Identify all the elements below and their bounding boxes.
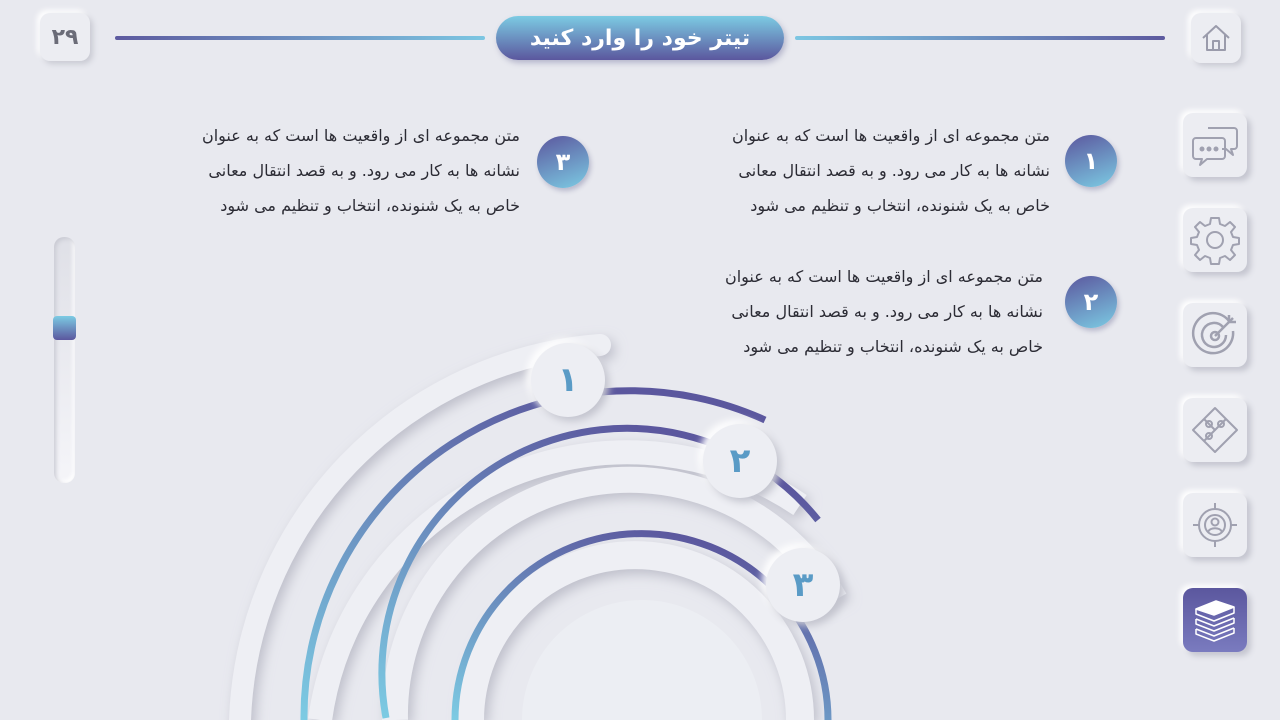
page-number: ۲۹ xyxy=(40,13,90,61)
item-2-number: ۲ xyxy=(1065,276,1117,328)
arc-center xyxy=(522,600,762,720)
item-3-number: ۳ xyxy=(537,136,589,188)
item-2-text: متن مجموعه ای از واقعیت ها است که به عنوان نشانه ها به کار می رود. و به قصد انتقال معانی خاص به یک شنونده، انتخاب و تنظیم می شود xyxy=(724,267,1043,356)
page-title: تیتر خود را وارد کنید xyxy=(496,16,784,60)
item-3-text: متن مجموعه ای از واقعیت ها است که به عنوان نشانه ها به کار می رود. و به قصد انتقال معانی خاص به یک شنونده، انتخاب و تنظیم می شود xyxy=(201,126,520,215)
arc-marker-3: ۳ xyxy=(766,548,840,622)
item-1-number: ۱ xyxy=(1065,135,1117,187)
arc-marker-1: ۱ xyxy=(531,343,605,417)
item-1-text: متن مجموعه ای از واقعیت ها است که به عنوان نشانه ها به کار می رود. و به قصد انتقال معانی خاص به یک شنونده، انتخاب و تنظیم می شود xyxy=(731,126,1050,215)
arc-marker-2: ۲ xyxy=(703,424,777,498)
